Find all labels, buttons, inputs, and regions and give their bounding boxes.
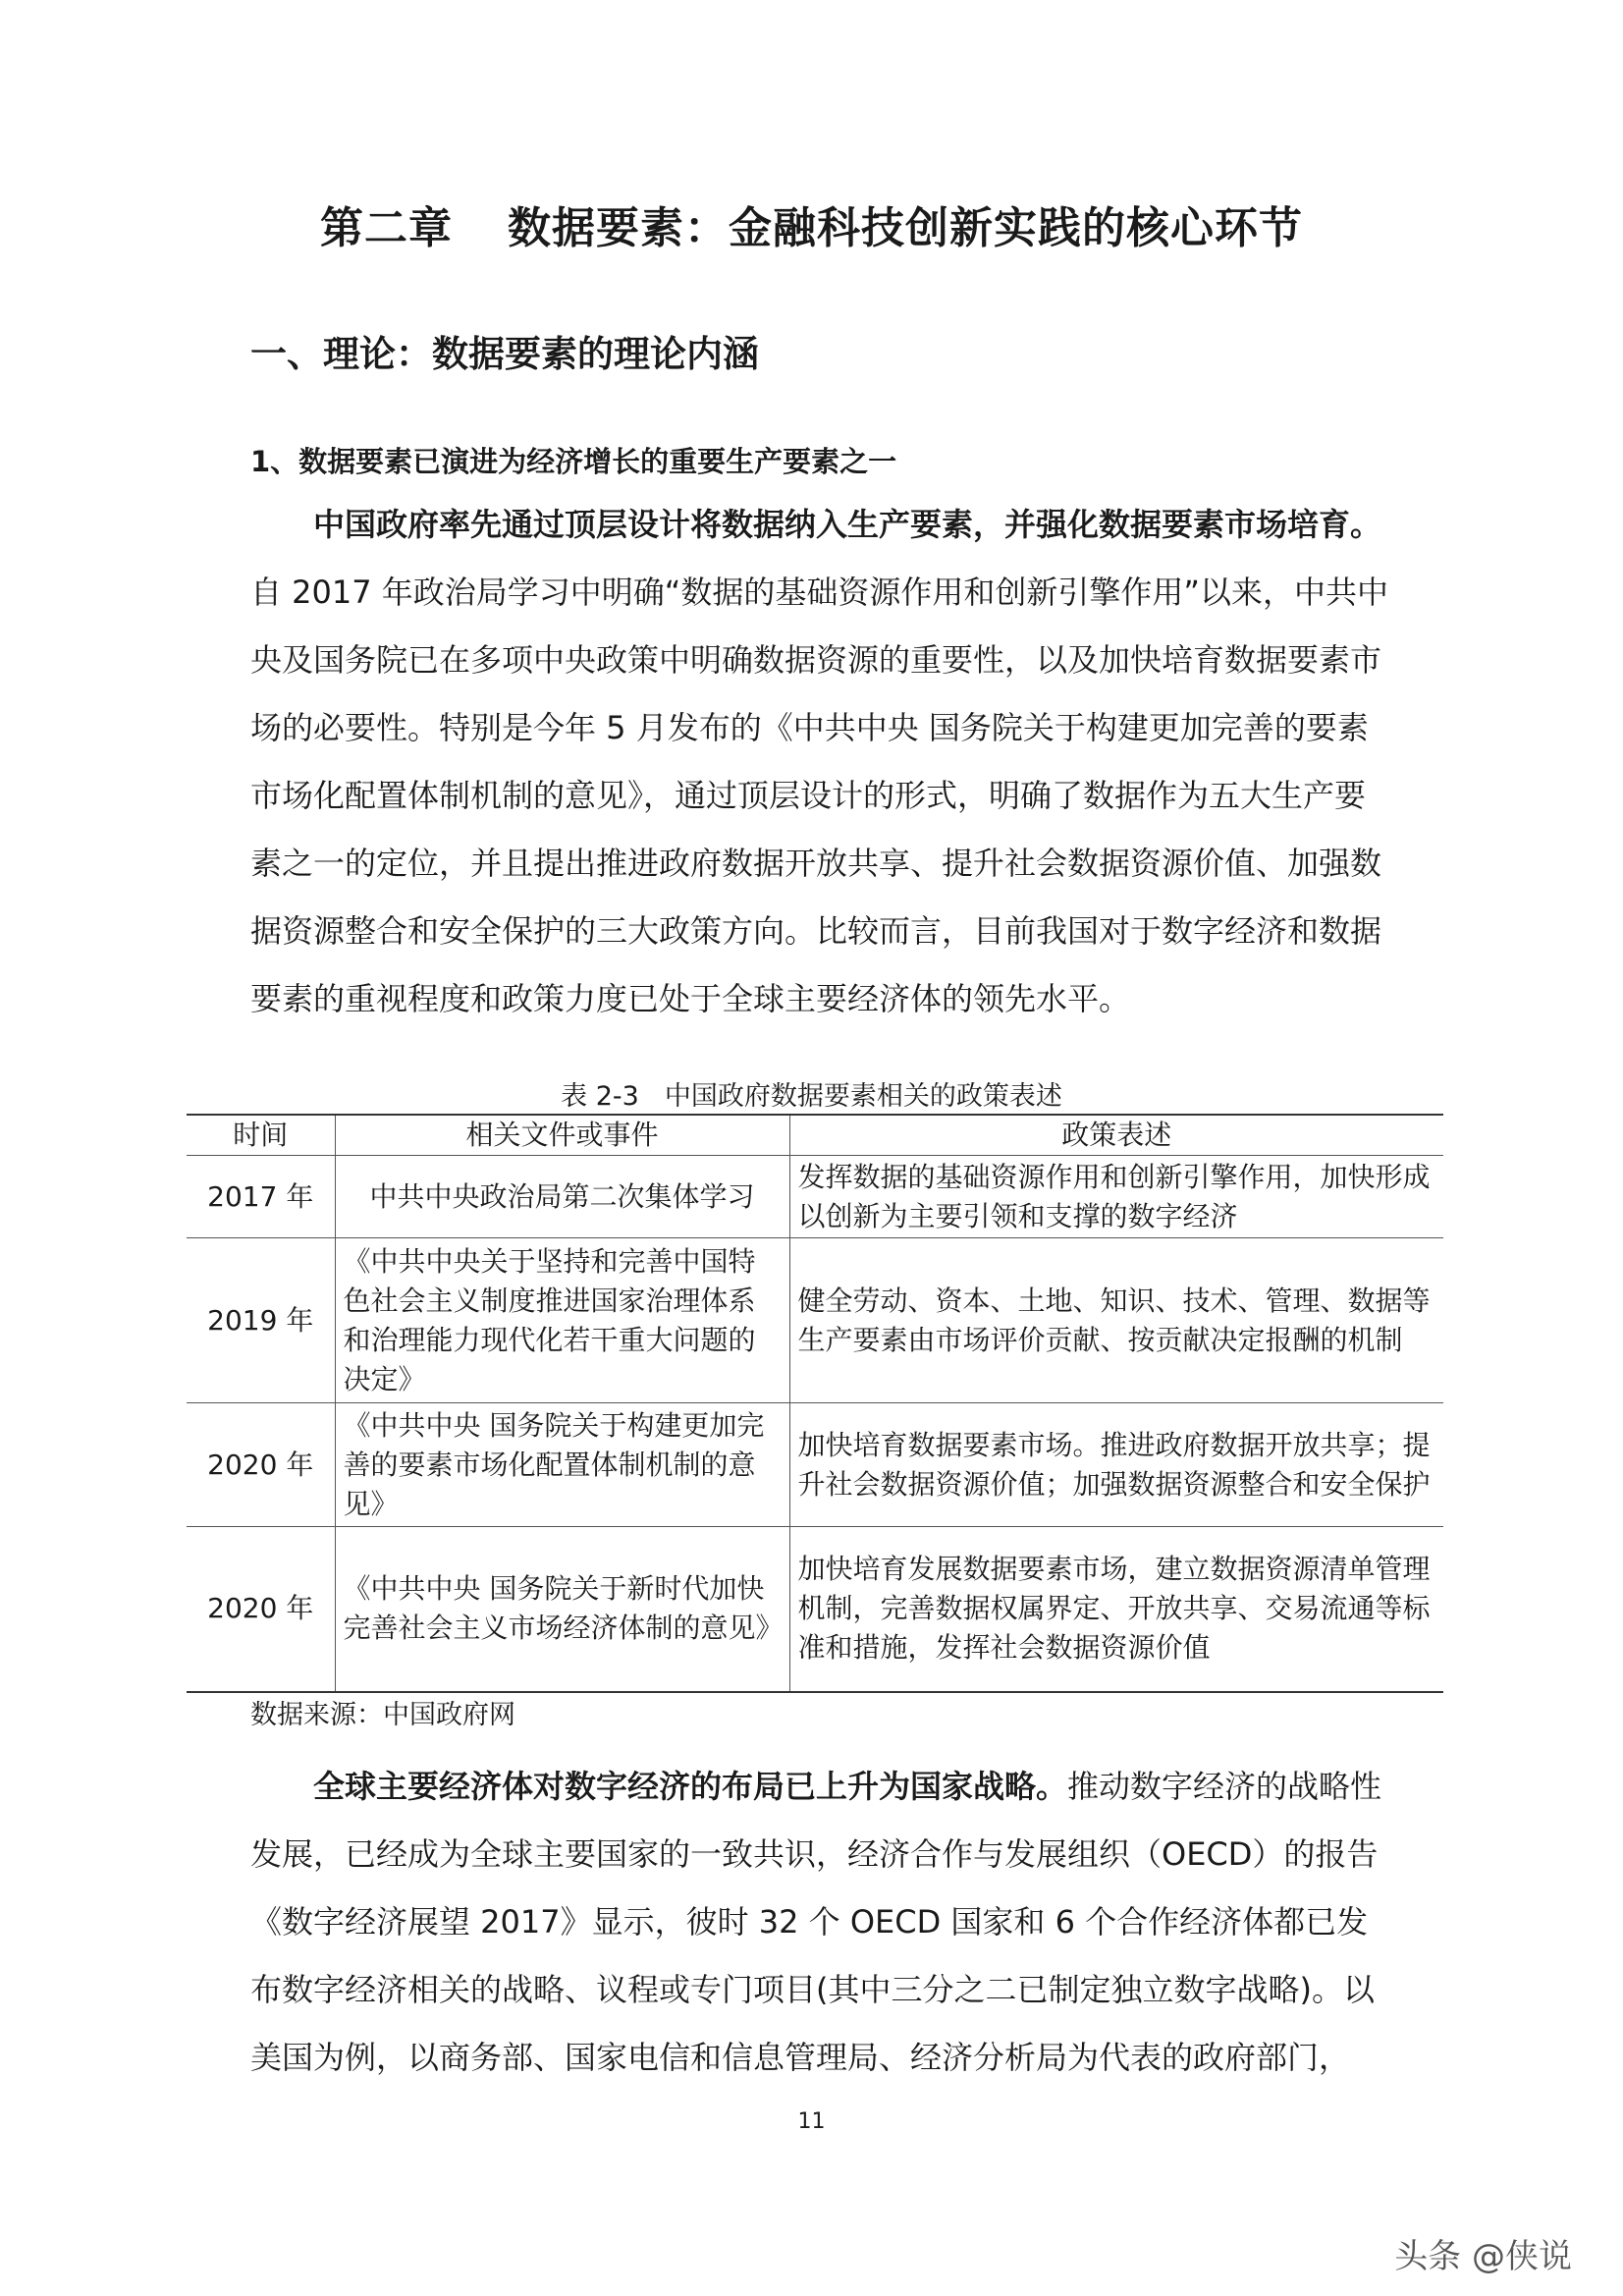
paragraph-global-lead: 全球主要经济体对数字经济的布局已上升为国家战略。 <box>313 1768 1068 1805</box>
cell-document: 中共中央政治局第二次集体学习 <box>335 1156 789 1238</box>
paragraph-global-body: 推动数字经济的战略性发展，已经成为全球主要国家的一致共识，经济合作与发展组织（OECD）的报告《数字经济展望 2017》显示，彼时 32 个 OECD 国家和 6 个合作经济体都已发布数字经济相关的战略、议程或专门项目(其中三分之二已制定独立数字战略)。以美国为例，以商务部、国家电信和信息管理局、经济分析局为代表的政府部门， <box>250 1768 1382 2076</box>
table-caption-title: 中国政府数据要素相关的政策表述 <box>664 1081 1062 1112</box>
table-caption-number: 表 2-3 <box>561 1081 639 1112</box>
table-source: 数据来源：中国政府网 <box>250 1700 515 1730</box>
paragraph-global <box>250 1753 1389 2092</box>
table-header-row <box>187 1115 1443 1156</box>
cell-document: 《中共中央关于坚持和完善中国特色社会主义制度推进国家治理体系和治理能力现代化若干重大问题的决定》 <box>335 1238 789 1403</box>
header-time: 时间 <box>187 1115 335 1156</box>
cell-document: 《中共中央 国务院关于构建更加完善的要素市场化配置体制机制的意见》 <box>335 1403 789 1527</box>
cell-description: 加快培育数据要素市场。推进政府数据开放共享；提升社会数据资源价值；加强数据资源整合和安全保护 <box>789 1403 1443 1527</box>
subsection-title: 1、数据要素已演进为经济增长的重要生产要素之一 <box>250 445 897 478</box>
cell-time: 2019 年 <box>207 1303 314 1337</box>
chapter-label: 第二章 <box>320 203 453 253</box>
policy-table <box>187 1114 1443 1693</box>
cell-time: 2020 年 <box>207 1448 314 1481</box>
table-caption <box>0 1074 1623 1113</box>
chapter-heading: 数据要素：金融科技创新实践的核心环节 <box>508 203 1303 253</box>
cell-description: 发挥数据的基础资源作用和创新引擎作用，加快形成以创新为主要引领和支撑的数字经济 <box>789 1156 1443 1238</box>
table-row <box>187 1238 1443 1403</box>
cell-document: 《中共中央 国务院关于新时代加快完善社会主义市场经济体制的意见》 <box>335 1527 789 1692</box>
cell-description: 健全劳动、资本、土地、知识、技术、管理、数据等生产要素由市场评价贡献、按贡献决定报酬的机制 <box>789 1238 1443 1403</box>
cell-description: 加快培育发展数据要素市场，建立数据资源清单管理机制，完善数据权属界定、开放共享、交易流通等标准和措施，发挥社会数据资源价值 <box>789 1527 1443 1692</box>
paragraph-policy-lead: 中国政府率先通过顶层设计将数据纳入生产要素，并强化数据要素市场培育。 <box>313 506 1382 543</box>
paragraph-policy <box>250 491 1389 1033</box>
header-document: 相关文件或事件 <box>335 1115 789 1156</box>
cell-time: 2017 年 <box>207 1179 314 1213</box>
paragraph-policy-body: 自 2017 年政治局学习中明确“数据的基础资源作用和创新引擎作用”以来，中共中央及国务院已在多项中央政策中明确数据资源的重要性，以及加快培育数据要素市场的必要性。特别是今年 5 月发布的《中共中央 国务院关于构建更加完善的要素市场化配置体制机制的意见》，通过顶层设计的形式，明确了数据作为五大生产要素之一的定位，并且提出推进政府数据开放共享、提升社会数据资源价值、加强数据资源整合和安全保护的三大政策方向。比较而言，目前我国对于数字经济和数据要素的重视程度和政策力度已处于全球主要经济体的领先水平。 <box>250 574 1388 1017</box>
table-row <box>187 1156 1443 1238</box>
watermark: 头条 @侠说 <box>1394 2237 1572 2276</box>
page-number: 11 <box>797 2109 826 2134</box>
table-row <box>187 1403 1443 1527</box>
section-title: 一、理论：数据要素的理论内涵 <box>250 333 759 375</box>
table-row <box>187 1527 1443 1692</box>
header-description: 政策表述 <box>789 1115 1443 1156</box>
cell-time: 2020 年 <box>207 1592 314 1625</box>
chapter-title <box>0 192 1623 255</box>
